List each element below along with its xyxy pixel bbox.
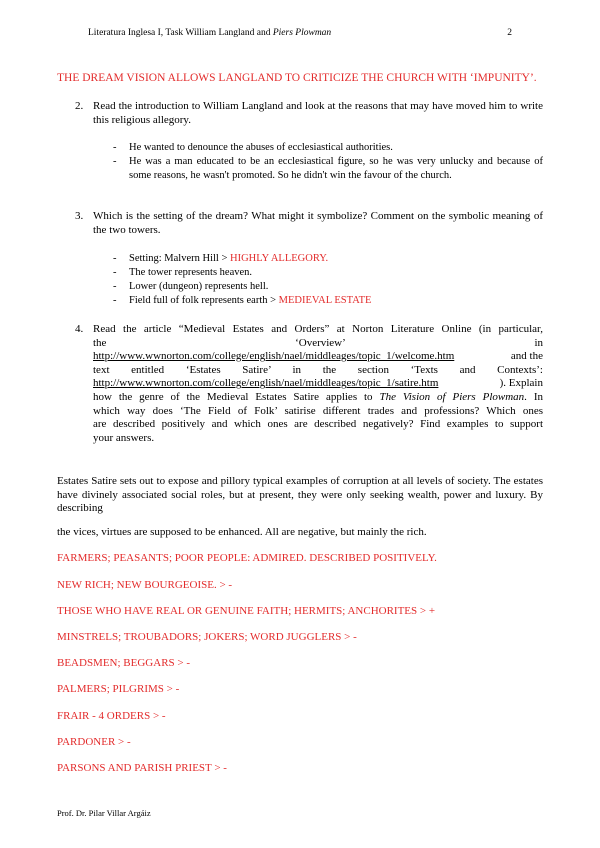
question-4: 4. Read the article “Medieval Estates and Orders” at Norton Literature Online (in particular, the ‘Overview’ in http://www.wwnorton.com/college/english/nael/middleages/topic_1/welcome.htm and the text entitled ‘Estates Satire’ in the section ‘Texts and Contexts’: http://www.wwnorton.com/college/english/nael/middleages/topic_1/satire.htm ). Explain how the genre of the Medieval Estates Satire applies to The Vision of Piers Plowman. In which way does ‘The Field of Folk’ satirise different trades and professions? Which ones are described positively and which ones are described negatively? Find examples to support your answers. (75, 323, 543, 444)
q2-bullet-2: - He was a man educated to be an ecclesiastical figure, so he was very unlucky and because of some reasons, he wasn't promoted. So he didn't win the favour of the church. (113, 156, 543, 181)
estate-line: FRAIR - 4 ORDERS > - (57, 710, 166, 722)
q3-bullet-2: - The tower represents heaven. (113, 267, 253, 278)
question-number: 4. (75, 323, 84, 335)
estate-line: NEW RICH; NEW BOURGEOISE. > - (57, 579, 233, 591)
question-number: 3. (75, 210, 84, 222)
question-2 (75, 99, 543, 127)
answer-paragraph-1: Estates Satire sets out to expose and pillory typical examples of corruption at all levels of society. The estates have divinely associated social roles, but at present, they were only seeking wealth, power and luxury. By describing (57, 475, 543, 514)
question-3 (75, 209, 543, 237)
estate-line: PARSONS AND PARISH PRIEST > - (57, 762, 227, 774)
page-footer: Prof. Dr. Pilar Villar Argáiz (57, 808, 151, 818)
page-number: 2 (507, 28, 512, 38)
section-heading: THE DREAM VISION ALLOWS LANGLAND TO CRITICIZE THE CHURCH WITH ‘IMPUNITY’. (57, 72, 537, 84)
satire-link[interactable]: http://www.wwnorton.com/college/english/nael/middleages/topic_1/satire.htm (93, 377, 439, 390)
estate-line: PARDONER > - (57, 736, 131, 748)
estate-line: THOSE WHO HAVE REAL OR GENUINE FAITH; HERMITS; ANCHORITES > + (57, 605, 436, 617)
q2-bullet-1: - He wanted to denounce the abuses of ecclesiastical authorities. (113, 142, 393, 153)
question-number: 2. (75, 100, 84, 112)
welcome-link[interactable]: http://www.wwnorton.com/college/english/nael/middleages/topic_1/welcome.htm (93, 350, 455, 363)
question-text: Which is the setting of the dream? What might it symbolize? Comment on the symbolic meaning of the two towers. (93, 210, 543, 236)
estate-line: MINSTRELS; TROUBADORS; JOKERS; WORD JUGGLERS > - (57, 631, 357, 643)
estate-line: BEADSMEN; BEGGARS > - (57, 657, 191, 669)
estate-line: FARMERS; PEASANTS; POOR PEOPLE: ADMIRED. DESCRIBED POSITIVELY. (57, 552, 437, 564)
q3-bullet-3: - Lower (dungeon) represents hell. (113, 281, 269, 292)
answer-paragraph-2: the vices, virtues are supposed to be enhanced. All are negative, but mainly the rich. (57, 526, 427, 538)
estate-line: PALMERS; PILGRIMS > - (57, 683, 180, 695)
question-text: Read the introduction to William Langland and look at the reasons that may have moved him to write this religious allegory. (93, 100, 543, 126)
page-header (88, 28, 512, 38)
q3-bullet-4: - Field full of folk represents earth > MEDIEVAL ESTATE (113, 295, 372, 306)
header-title: Literatura Inglesa I, Task William Langland and Piers Plowman (88, 28, 332, 38)
q3-bullet-1: - Setting: Malvern Hill > HIGHLY ALLEGORY. (113, 253, 329, 264)
